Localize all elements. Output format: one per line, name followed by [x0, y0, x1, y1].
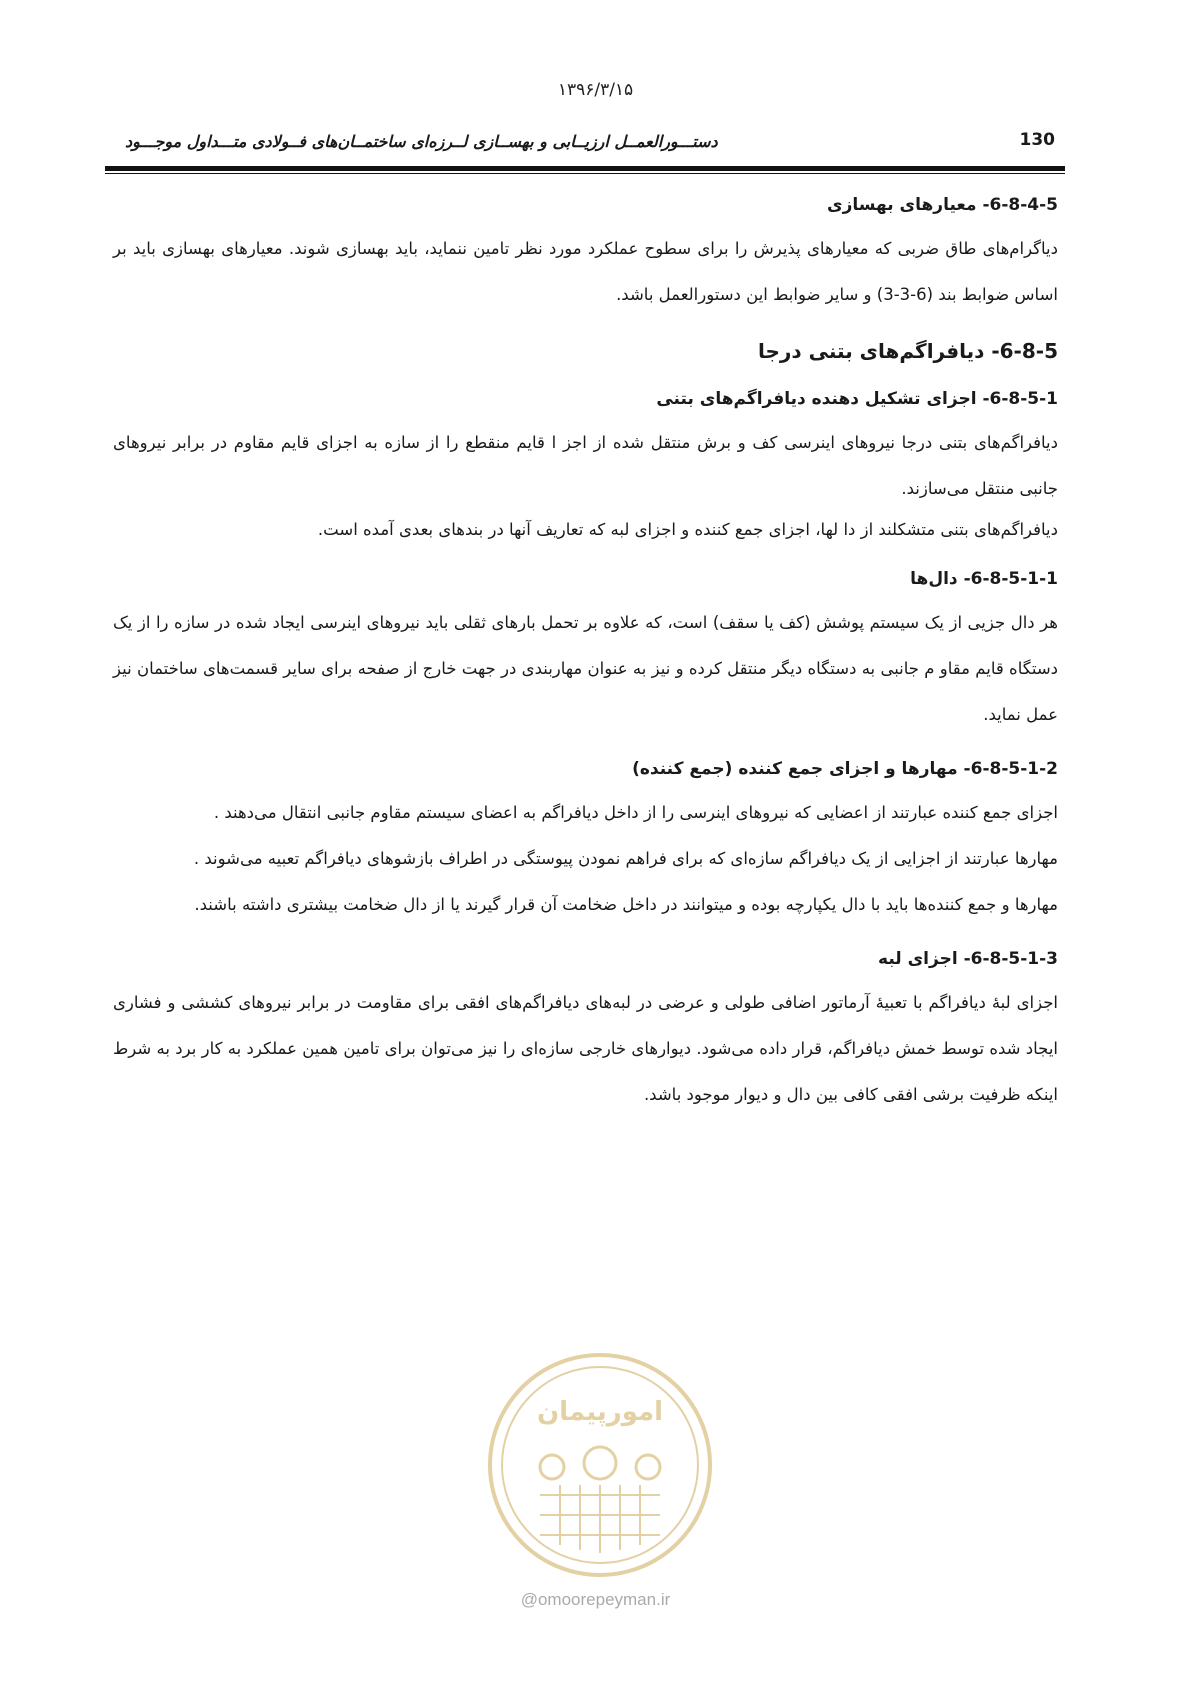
document-body — [113, 190, 1058, 1118]
section-6-8-5 — [113, 336, 1058, 366]
paragraph: اجزای لبهٔ دیافراگم با تعبیهٔ آرماتور اضافی طولی و عرضی در لبه‌های دیافراگم‌های افقی برای مقاومت در برابر نیروهای کششی و فشاری ایجاد شده توسط خمش دیافراگم، قرار داده می‌شود. دیوارهای خارجی سازه‌ای را نیز می‌توان برای تامین همین عملکرد به کار برد به شرط اینکه ظرفیت برشی افقی کافی بین دال و دیوار موجود باشد. — [113, 993, 1058, 1104]
page-number: 130 — [1019, 130, 1055, 150]
section-6-8-5-1-1 — [113, 564, 1058, 738]
section-6-8-4-5 — [113, 190, 1058, 318]
header-title: دستـــورالعمــل ارزیــابی و بهســازی لــرزه‌ای ساختمــان‌های فــولادی متـــداول موجـــود — [125, 132, 718, 151]
watermark-logo — [480, 1345, 720, 1585]
section-heading: 6-8-5-1- اجزای تشکیل دهنده دیافراگم‌های بتنی — [656, 389, 1058, 409]
paragraph: دیاگرام‌های طاق ضربی که معیارهای پذیرش را برای سطوح عملکرد مورد نظر تامین ننماید، باید بهسازی شوند. معیارهای بهسازی باید بر اساس ضوابط بند (6-3-3) و سایر ضوابط این دستورالعمل باشد. — [113, 239, 1058, 304]
watermark-logo-text: امورپیمان — [536, 1397, 664, 1427]
paragraph: دیافراگم‌های بتنی متشکلند از دا لها، اجزای جمع کننده و اجزای لبه که تعاریف آنها در بندهای بعدی آمده است. — [317, 520, 1058, 539]
paragraph: دیافراگم‌های بتنی درجا نیروهای اینرسی کف و برش منتقل شده از اجز ا قایم منقطع را از سازه به اجزای قایم مقاوم در برابر نیروهای جانبی منتقل می‌سازند. — [113, 433, 1058, 498]
header-rule-thin — [105, 173, 1065, 174]
section-heading: 6-8-4-5- معیارهای بهسازی — [826, 195, 1058, 215]
paragraph: مهارها عبارتند از اجزایی از یک دیافراگم سازه‌ای که برای فراهم نمودن پیوستگی در اطراف بازشوهای دیافراگم تعبیه می‌شوند . — [193, 849, 1058, 868]
date-stamp: ۱۳۹۶/۳/۱۵ — [557, 80, 634, 100]
paragraph: هر دال جزیی از یک سیستم پوشش (کف یا سقف) است، که علاوه بر تحمل بارهای ثقلی باید نیروهای اینرسی ایجاد شده در سازه را از یک دستگاه قایم مقاو م جانبی به دستگاه دیگر منتقل کرده و نیز به عنوان مهاربندی در جهت خارج از صفحه برای سایر قسمت‌های ساختمان نیز عمل نماید. — [113, 613, 1058, 724]
section-heading: 6-8-5-1-3- اجزای لبه — [878, 949, 1058, 969]
page-header — [105, 130, 1065, 160]
section-6-8-5-1 — [113, 384, 1058, 548]
watermark-url: @omoorepeyman.ir — [520, 1590, 671, 1609]
paragraph: مهارها و جمع کننده‌ها باید با دال یکپارچه بوده و میتوانند در داخل ضخامت آن قرار گیرند یا از دال ضخامت بیشتری داشته باشند. — [194, 895, 1058, 914]
section-heading: 6-8-5-1-1- دال‌ها — [910, 569, 1058, 589]
section-heading: 6-8-5- دیافراگم‌های بتنی درجا — [757, 339, 1058, 363]
paragraph: اجزای جمع کننده عبارتند از اعضایی که نیروهای اینرسی را از داخل دیافراگم به اعضای سیستم مقاوم جانبی انتقال می‌دهند . — [213, 803, 1058, 822]
header-rule — [105, 166, 1065, 171]
section-heading: 6-8-5-1-2- مهارها و اجزای جمع کننده (جمع کننده) — [632, 759, 1058, 779]
section-6-8-5-1-3 — [113, 944, 1058, 1118]
section-6-8-5-1-2 — [113, 754, 1058, 928]
